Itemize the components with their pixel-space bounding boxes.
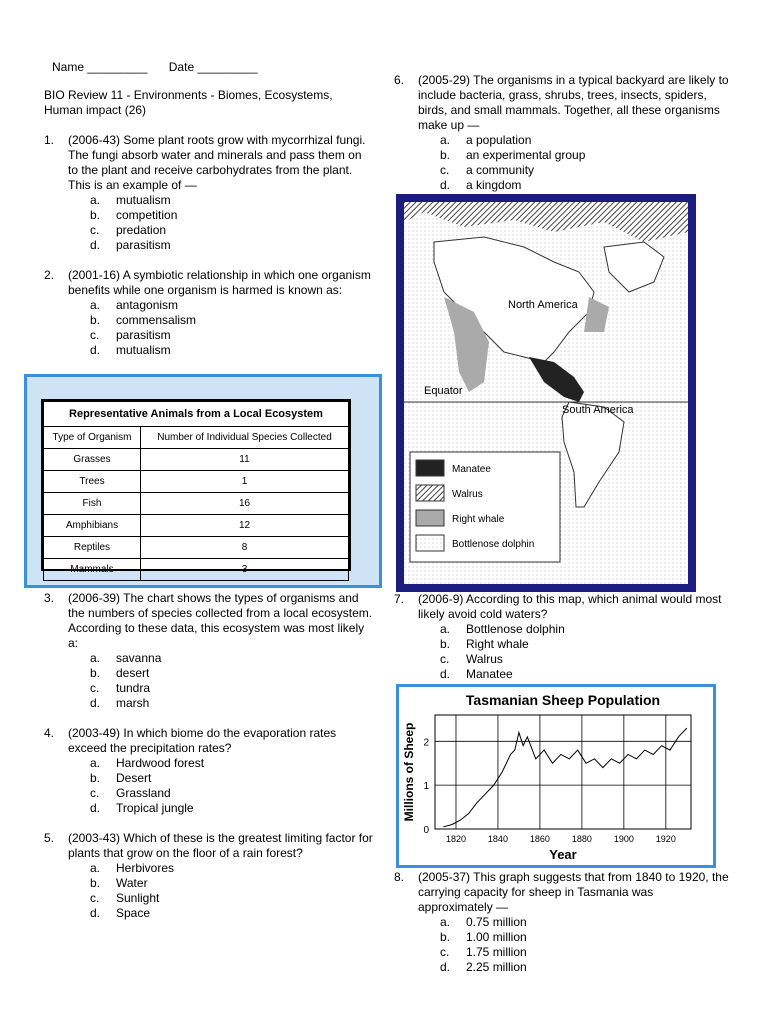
- option[interactable]: [44, 328, 374, 343]
- option-text: Grassland: [116, 786, 171, 800]
- option[interactable]: [394, 930, 730, 945]
- option[interactable]: [44, 696, 374, 711]
- question-6: [394, 73, 730, 133]
- option-letter: b.: [90, 208, 101, 222]
- option-letter: a.: [440, 622, 451, 636]
- table-cell: Reptiles: [44, 537, 141, 559]
- option-letter: d.: [440, 960, 451, 974]
- ecosystem-table: [41, 399, 351, 575]
- option[interactable]: [394, 148, 730, 163]
- table-cell: Grasses: [44, 449, 141, 471]
- option[interactable]: [394, 652, 730, 667]
- question-7: [394, 592, 730, 622]
- option-letter: c.: [440, 945, 450, 959]
- name-date-line: [44, 60, 374, 75]
- legend-walrus: Walrus: [452, 489, 483, 500]
- option-text: mutualism: [116, 343, 171, 357]
- question-1: [44, 133, 374, 193]
- option[interactable]: [44, 681, 374, 696]
- x-tick-label: 1840: [487, 834, 508, 844]
- table-cell: 16: [141, 493, 349, 515]
- table-cell: Fish: [44, 493, 141, 515]
- chart-title: Tasmanian Sheep Population: [465, 692, 661, 708]
- table-cell: 11: [141, 449, 349, 471]
- option-letter: b.: [90, 666, 101, 680]
- option-letter: a.: [90, 298, 101, 312]
- table-cell: 8: [141, 537, 349, 559]
- option-text: Hardwood forest: [116, 756, 205, 770]
- x-tick-label: 1880: [571, 834, 592, 844]
- options-1: [44, 193, 374, 253]
- option-letter: a.: [90, 861, 101, 875]
- option-text: competition: [116, 208, 178, 222]
- question-number: 3.: [44, 591, 55, 605]
- right-column-q8: [394, 870, 730, 975]
- plot-area: [435, 715, 691, 829]
- table-row: [44, 493, 349, 515]
- y-tick-label: 2: [423, 737, 429, 749]
- question-text: (2001-16) A symbiotic relationship in which one organism benefits while one organism is harmed is known as:: [68, 268, 371, 297]
- map-svg: [404, 202, 688, 584]
- option-text: Desert: [116, 771, 152, 785]
- table-cell: Trees: [44, 471, 141, 493]
- option-letter: a.: [90, 756, 101, 770]
- option-text: a population: [466, 133, 532, 147]
- question-number: 4.: [44, 726, 55, 740]
- option[interactable]: [44, 208, 374, 223]
- options-7: [394, 622, 730, 682]
- legend-right-whale: Right whale: [452, 514, 505, 525]
- option-letter: d.: [440, 667, 451, 681]
- option[interactable]: [44, 786, 374, 801]
- option-letter: c.: [90, 891, 100, 905]
- option[interactable]: [394, 622, 730, 637]
- option-text: a community: [466, 163, 535, 177]
- option-letter: a.: [90, 193, 101, 207]
- option-text: Manatee: [466, 667, 513, 681]
- left-column: [44, 60, 374, 358]
- option-text: commensalism: [116, 313, 197, 327]
- option-text: marsh: [116, 696, 150, 710]
- option[interactable]: [44, 343, 374, 358]
- table-cell: Mammals: [44, 559, 141, 581]
- option-text: Right whale: [466, 637, 529, 651]
- option-text: antagonism: [116, 298, 179, 312]
- question-text: (2006-9) According to this map, which animal would most likely avoid cold waters?: [418, 592, 722, 621]
- table-header: Number of Individual Species Collected: [141, 427, 349, 449]
- option-letter: a.: [440, 133, 451, 147]
- option-letter: b.: [440, 637, 451, 651]
- option[interactable]: [394, 915, 730, 930]
- option-text: Herbivores: [116, 861, 175, 875]
- right-column-q7: [394, 592, 730, 682]
- question-text: (2005-29) The organisms in a typical backyard are likely to include bacteria, grass, shrubs, trees, insects, spiders, birds, and small mammals. Together, all these organisms make up —: [418, 73, 729, 132]
- option-text: 1.75 million: [466, 945, 527, 959]
- option[interactable]: [394, 637, 730, 652]
- y-tick-label: 1: [423, 781, 429, 793]
- table-row: [44, 515, 349, 537]
- option-letter: a.: [90, 651, 101, 665]
- option-text: parasitism: [116, 328, 171, 342]
- table-cell: 12: [141, 515, 349, 537]
- option-letter: d.: [440, 178, 451, 192]
- option-letter: d.: [90, 906, 101, 920]
- option[interactable]: [44, 876, 374, 891]
- option-letter: b.: [90, 876, 101, 890]
- options-5: [44, 861, 374, 921]
- option[interactable]: [394, 667, 730, 682]
- option[interactable]: [44, 891, 374, 906]
- option[interactable]: [394, 133, 730, 148]
- walrus-swatch: [416, 485, 444, 501]
- option-text: Bottlenose dolphin: [466, 622, 565, 636]
- option-letter: a.: [440, 915, 451, 929]
- options-2: [44, 298, 374, 358]
- y-tick-label: 0: [423, 825, 429, 836]
- option[interactable]: [44, 238, 374, 253]
- option-text: Walrus: [466, 652, 503, 666]
- option-letter: c.: [90, 786, 100, 800]
- table-title: Representative Animals from a Local Ecosystem: [44, 402, 349, 427]
- option-text: a kingdom: [466, 178, 522, 192]
- option-text: savanna: [116, 651, 162, 665]
- option-letter: c.: [440, 163, 450, 177]
- question-number: 2.: [44, 268, 55, 282]
- table-row: [44, 559, 349, 581]
- option-text: desert: [116, 666, 150, 680]
- south-america-label: South America: [562, 404, 634, 416]
- x-tick-label: 1820: [445, 834, 466, 844]
- option-letter: d.: [90, 238, 101, 252]
- legend-manatee: Manatee: [452, 464, 491, 475]
- sheep-population-chart: [396, 684, 716, 868]
- x-tick-label: 1920: [655, 834, 676, 844]
- question-4: [44, 726, 374, 756]
- question-2: [44, 268, 374, 298]
- option-text: 2.25 million: [466, 960, 527, 974]
- x-tick-label: 1860: [529, 834, 550, 844]
- y-axis-label: Millions of Sheep: [402, 722, 416, 822]
- option[interactable]: [44, 861, 374, 876]
- question-number: 5.: [44, 831, 55, 845]
- manatee-swatch: [416, 460, 444, 476]
- option-text: Sunlight: [116, 891, 160, 905]
- left-column-lower: [44, 591, 374, 921]
- name-field[interactable]: Name _________: [52, 60, 148, 74]
- table-row: [44, 537, 349, 559]
- north-america-label: North America: [508, 299, 578, 311]
- question-number: 6.: [394, 73, 405, 87]
- question-text: (2003-43) Which of these is the greatest limiting factor for plants that grow on the floor of a rain forest?: [68, 831, 373, 860]
- page-title: BIO Review 11 - Environments - Biomes, Ecosystems, Human impact (26): [44, 88, 333, 117]
- table-cell: Amphibians: [44, 515, 141, 537]
- option-text: tundra: [116, 681, 151, 695]
- option[interactable]: [44, 906, 374, 921]
- option-letter: b.: [90, 771, 101, 785]
- option-text: an experimental group: [466, 148, 586, 162]
- question-text: (2003-49) In which biome do the evaporation rates exceed the precipitation rates?: [68, 726, 337, 755]
- option-letter: b.: [90, 313, 101, 327]
- question-8: [394, 870, 730, 915]
- option[interactable]: [44, 651, 374, 666]
- table-row: [44, 449, 349, 471]
- option[interactable]: [44, 313, 374, 328]
- option-letter: c.: [440, 652, 450, 666]
- species-range-map: [396, 194, 696, 592]
- option-text: predation: [116, 223, 167, 237]
- option-letter: d.: [90, 696, 101, 710]
- option[interactable]: [44, 193, 374, 208]
- question-text: (2006-39) The chart shows the types of organisms and the numbers of species collected from a local ecosystem. According to these data, this ecosystem was most likely a:: [68, 591, 373, 650]
- option-letter: d.: [90, 343, 101, 357]
- dolphin-swatch: [416, 535, 444, 551]
- option[interactable]: [394, 945, 730, 960]
- question-text: (2005-37) This graph suggests that from 1840 to 1920, the carrying capacity for sheep in Tasmania was approximately —: [418, 870, 729, 914]
- table-header: Type of Organism: [44, 427, 141, 449]
- option[interactable]: [394, 178, 730, 193]
- options-4: [44, 756, 374, 816]
- table-cell: 1: [141, 471, 349, 493]
- option-text: Water: [116, 876, 148, 890]
- question-3: [44, 591, 374, 651]
- equator-label: Equator: [424, 385, 463, 397]
- legend-bottlenose-dolphin: Bottlenose dolphin: [452, 539, 535, 550]
- date-field[interactable]: Date _________: [168, 60, 258, 74]
- options-6: [394, 133, 730, 193]
- chart-svg: [399, 687, 713, 865]
- option-letter: d.: [90, 801, 101, 815]
- option-letter: c.: [90, 328, 100, 342]
- question-number: 8.: [394, 870, 405, 884]
- option[interactable]: [44, 666, 374, 681]
- question-5: [44, 831, 374, 861]
- option-letter: b.: [440, 930, 451, 944]
- table-cell: 3: [141, 559, 349, 581]
- option-letter: c.: [90, 681, 100, 695]
- option[interactable]: [44, 771, 374, 786]
- question-text: (2006-43) Some plant roots grow with mycorrhizal fungi. The fungi absorb water and minerals and pass them on to the plant and receive carbohydrates from the plant. This is an example of —: [68, 133, 366, 192]
- x-tick-label: 1900: [613, 834, 634, 844]
- right-column: [394, 73, 730, 193]
- option-text: parasitism: [116, 238, 171, 252]
- option-letter: c.: [90, 223, 100, 237]
- question-number: 7.: [394, 592, 405, 606]
- option[interactable]: [44, 298, 374, 313]
- question-number: 1.: [44, 133, 55, 147]
- option-text: Space: [116, 906, 151, 920]
- option-letter: b.: [440, 148, 451, 162]
- options-8: [394, 915, 730, 975]
- table-row: [44, 471, 349, 493]
- options-3: [44, 651, 374, 711]
- x-axis-label: Year: [549, 847, 577, 862]
- option-text: 1.00 million: [466, 930, 527, 944]
- option[interactable]: [44, 801, 374, 816]
- option[interactable]: [394, 960, 730, 975]
- option-text: Tropical jungle: [116, 801, 194, 815]
- ecosystem-table-panel: [24, 374, 382, 588]
- option-text: mutualism: [116, 193, 171, 207]
- option[interactable]: [394, 163, 730, 178]
- right-whale-swatch: [416, 510, 444, 526]
- option[interactable]: [44, 756, 374, 771]
- option-text: 0.75 million: [466, 915, 527, 929]
- option[interactable]: [44, 223, 374, 238]
